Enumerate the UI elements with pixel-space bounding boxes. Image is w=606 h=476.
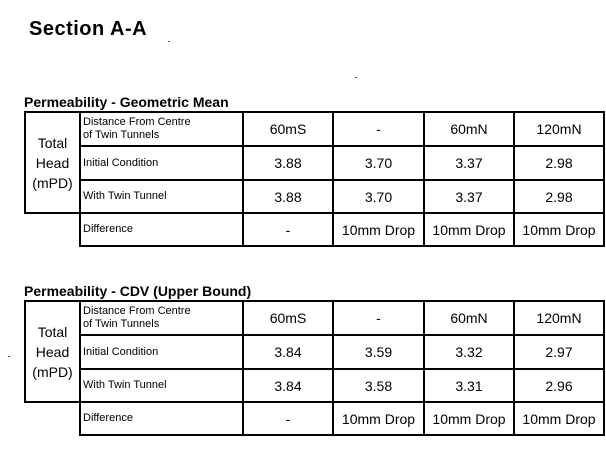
table-row (25, 335, 604, 369)
column-header: 120mN (514, 301, 604, 335)
table-header-row (25, 301, 604, 335)
scan-speck (355, 77, 357, 78)
data-cell: 3.32 (424, 335, 514, 369)
table-header-row (25, 112, 604, 146)
cdv-upper-bound-table-block (24, 283, 605, 436)
column-header: - (333, 112, 424, 146)
header-label-cell (80, 112, 243, 146)
data-cell: 10mm Drop (514, 402, 604, 435)
side-label-cell (25, 112, 80, 213)
data-cell: 10mm Drop (424, 213, 514, 246)
table-row (25, 369, 604, 402)
head-table-geometric-mean (24, 111, 605, 247)
table-row (25, 213, 604, 246)
head-table-cdv-upper-bound (24, 300, 605, 436)
section-title: Section A-A (29, 18, 148, 40)
side-label-line: (mPD) (32, 174, 73, 191)
data-cell: 3.37 (424, 180, 514, 213)
column-header: 60mS (243, 112, 333, 146)
column-header: 60mS (243, 301, 333, 335)
data-cell: 3.70 (333, 146, 424, 180)
side-label-line: Total (37, 323, 68, 340)
table-heading: Permeability - Geometric Mean (24, 94, 229, 110)
data-cell: 2.98 (514, 146, 604, 180)
scan-speck (168, 41, 170, 42)
row-label: Initial Condition (80, 335, 243, 369)
data-cell: 3.88 (243, 180, 333, 213)
data-cell: 3.84 (243, 335, 333, 369)
data-cell: 10mm Drop (333, 213, 424, 246)
scan-speck (8, 356, 10, 357)
column-header: 60mN (424, 112, 514, 146)
column-header: 60mN (424, 301, 514, 335)
row-label: Difference (80, 402, 243, 435)
geometric-mean-table-block (24, 94, 605, 247)
empty-cell (25, 402, 80, 435)
header-label-line: of Twin Tunnels (83, 129, 160, 141)
data-cell: 3.70 (333, 180, 424, 213)
data-cell: 3.37 (424, 146, 514, 180)
data-cell: 2.97 (514, 335, 604, 369)
data-cell: 10mm Drop (424, 402, 514, 435)
data-cell: 10mm Drop (333, 402, 424, 435)
data-cell: 2.96 (514, 369, 604, 402)
column-header: 120mN (514, 112, 604, 146)
data-cell: - (243, 402, 333, 435)
data-cell: 3.58 (333, 369, 424, 402)
side-label-line: Head (35, 343, 70, 360)
side-label-cell (25, 301, 80, 402)
table-row (25, 402, 604, 435)
row-label: With Twin Tunnel (80, 369, 243, 402)
row-label: With Twin Tunnel (80, 180, 243, 213)
header-label-line: of Twin Tunnels (83, 318, 160, 330)
side-label-line: (mPD) (32, 363, 73, 380)
data-cell: 2.98 (514, 180, 604, 213)
data-cell: 10mm Drop (514, 213, 604, 246)
data-cell: - (243, 213, 333, 246)
table-heading: Permeability - CDV (Upper Bound) (24, 283, 252, 299)
side-label-line: Head (35, 154, 70, 171)
header-label-cell (80, 301, 243, 335)
row-label: Difference (80, 213, 243, 246)
column-header: - (333, 301, 424, 335)
data-cell: 3.84 (243, 369, 333, 402)
data-cell: 3.59 (333, 335, 424, 369)
side-label-line: Total (37, 134, 68, 151)
empty-cell (25, 213, 80, 246)
data-cell: 3.88 (243, 146, 333, 180)
header-label-line: Distance From Centre (83, 116, 191, 128)
data-cell: 3.31 (424, 369, 514, 402)
row-label: Initial Condition (80, 146, 243, 180)
table-row (25, 180, 604, 213)
header-label-line: Distance From Centre (83, 305, 191, 317)
table-row (25, 146, 604, 180)
